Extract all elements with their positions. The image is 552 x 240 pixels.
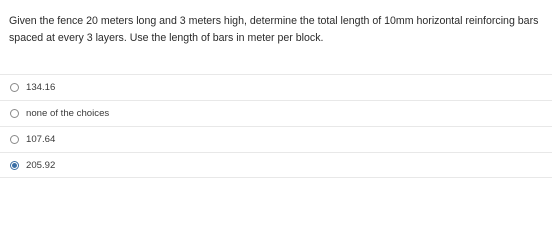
choice-label: 134.16 xyxy=(26,82,56,93)
choice-option-2[interactable] xyxy=(0,100,552,126)
choice-option-3[interactable] xyxy=(0,126,552,152)
choice-label: none of the choices xyxy=(26,108,110,119)
question-text: Given the fence 20 meters long and 3 meters high, determine the total length of 10mm horizontal reinforcing bars spaced at every 3 layers. Use the length of bars in meter per block. xyxy=(9,15,539,44)
choice-label: 107.64 xyxy=(26,134,56,145)
choice-label: 205.92 xyxy=(26,159,56,171)
radio-button[interactable] xyxy=(10,109,19,118)
radio-button[interactable] xyxy=(10,83,19,92)
radio-button-selected[interactable] xyxy=(10,161,19,170)
radio-button[interactable] xyxy=(10,135,19,144)
choice-option-4[interactable] xyxy=(0,152,552,178)
answer-choices xyxy=(0,74,552,178)
choice-option-1[interactable] xyxy=(0,74,552,100)
